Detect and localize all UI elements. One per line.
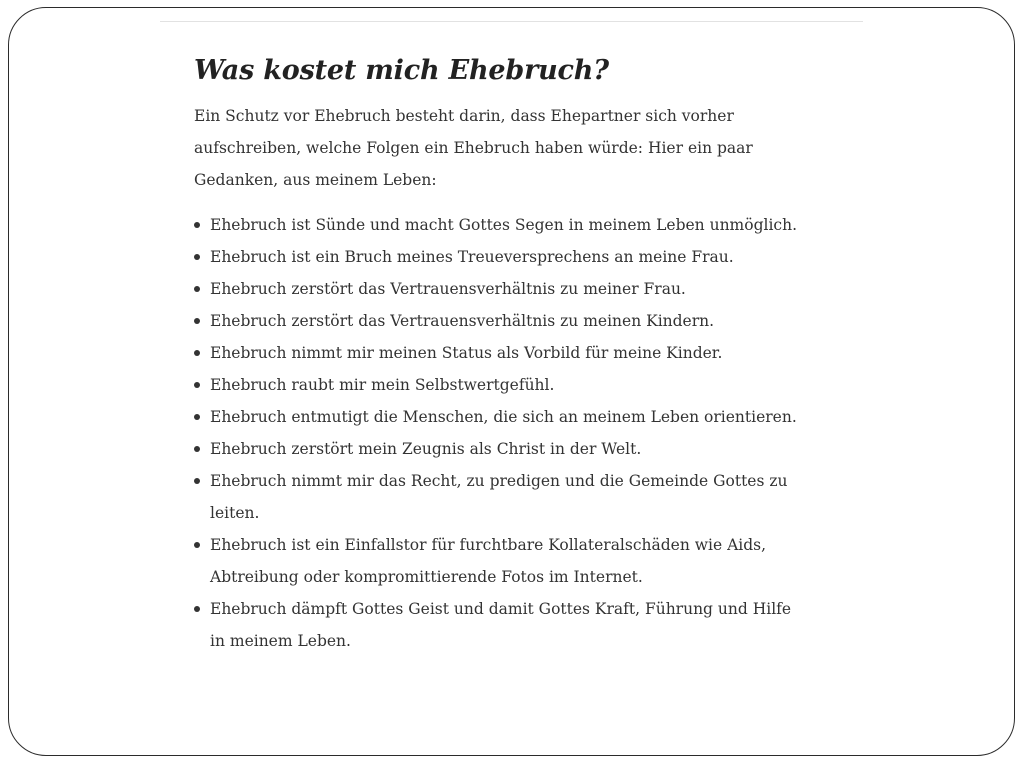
list-item-text: Ehebruch entmutigt die Menschen, die sich an meinem Leben orientieren. — [210, 408, 797, 426]
list-item-text: Ehebruch zerstört das Vertrauensverhältnis zu meinen Kindern. — [210, 312, 715, 330]
article-intro: Ein Schutz vor Ehebruch besteht darin, dass Ehepartner sich vorher aufschreiben, welche Folgen ein Ehebruch haben würde: Hier ein paar Gedanken, aus meinem Leben: — [194, 107, 753, 189]
list-item — [194, 369, 810, 401]
list-item-text: Ehebruch ist ein Einfallstor für furchtbare Kollateralschäden wie Aids, Abtreibung oder kompromittierende Fotos im Internet. — [210, 536, 767, 586]
article-content — [194, 46, 814, 657]
top-divider — [160, 21, 863, 22]
list-item — [194, 337, 810, 369]
list-item-text: Ehebruch nimmt mir meinen Status als Vorbild für meine Kinder. — [210, 344, 723, 362]
bullet-icon — [194, 254, 200, 260]
list-item — [194, 209, 810, 241]
consequences-list — [194, 209, 814, 657]
list-item-text: Ehebruch dämpft Gottes Geist und damit Gottes Kraft, Führung und Hilfe in meinem Leben. — [210, 600, 792, 650]
list-item — [194, 433, 810, 465]
list-item — [194, 241, 810, 273]
list-item-text: Ehebruch zerstört mein Zeugnis als Christ in der Welt. — [210, 440, 642, 458]
bullet-icon — [194, 606, 200, 612]
list-item — [194, 465, 810, 529]
list-item — [194, 273, 810, 305]
bullet-icon — [194, 222, 200, 228]
list-item — [194, 401, 810, 433]
list-item — [194, 529, 810, 593]
list-item-text: Ehebruch ist Sünde und macht Gottes Segen in meinem Leben unmöglich. — [210, 216, 798, 234]
bullet-icon — [194, 318, 200, 324]
list-item-text: Ehebruch ist ein Bruch meines Treueversprechens an meine Frau. — [210, 248, 734, 266]
list-item-text: Ehebruch nimmt mir das Recht, zu predigen und die Gemeinde Gottes zu leiten. — [210, 472, 788, 522]
list-item-text: Ehebruch raubt mir mein Selbstwertgefühl. — [210, 376, 555, 394]
list-item-text: Ehebruch zerstört das Vertrauensverhältnis zu meiner Frau. — [210, 280, 686, 298]
bullet-icon — [194, 414, 200, 420]
bullet-icon — [194, 478, 200, 484]
bullet-icon — [194, 382, 200, 388]
bullet-icon — [194, 446, 200, 452]
bullet-icon — [194, 286, 200, 292]
bullet-icon — [194, 542, 200, 548]
article-title: Was kostet mich Ehebruch? — [194, 55, 609, 86]
list-item — [194, 593, 810, 657]
list-item — [194, 305, 810, 337]
bullet-icon — [194, 350, 200, 356]
